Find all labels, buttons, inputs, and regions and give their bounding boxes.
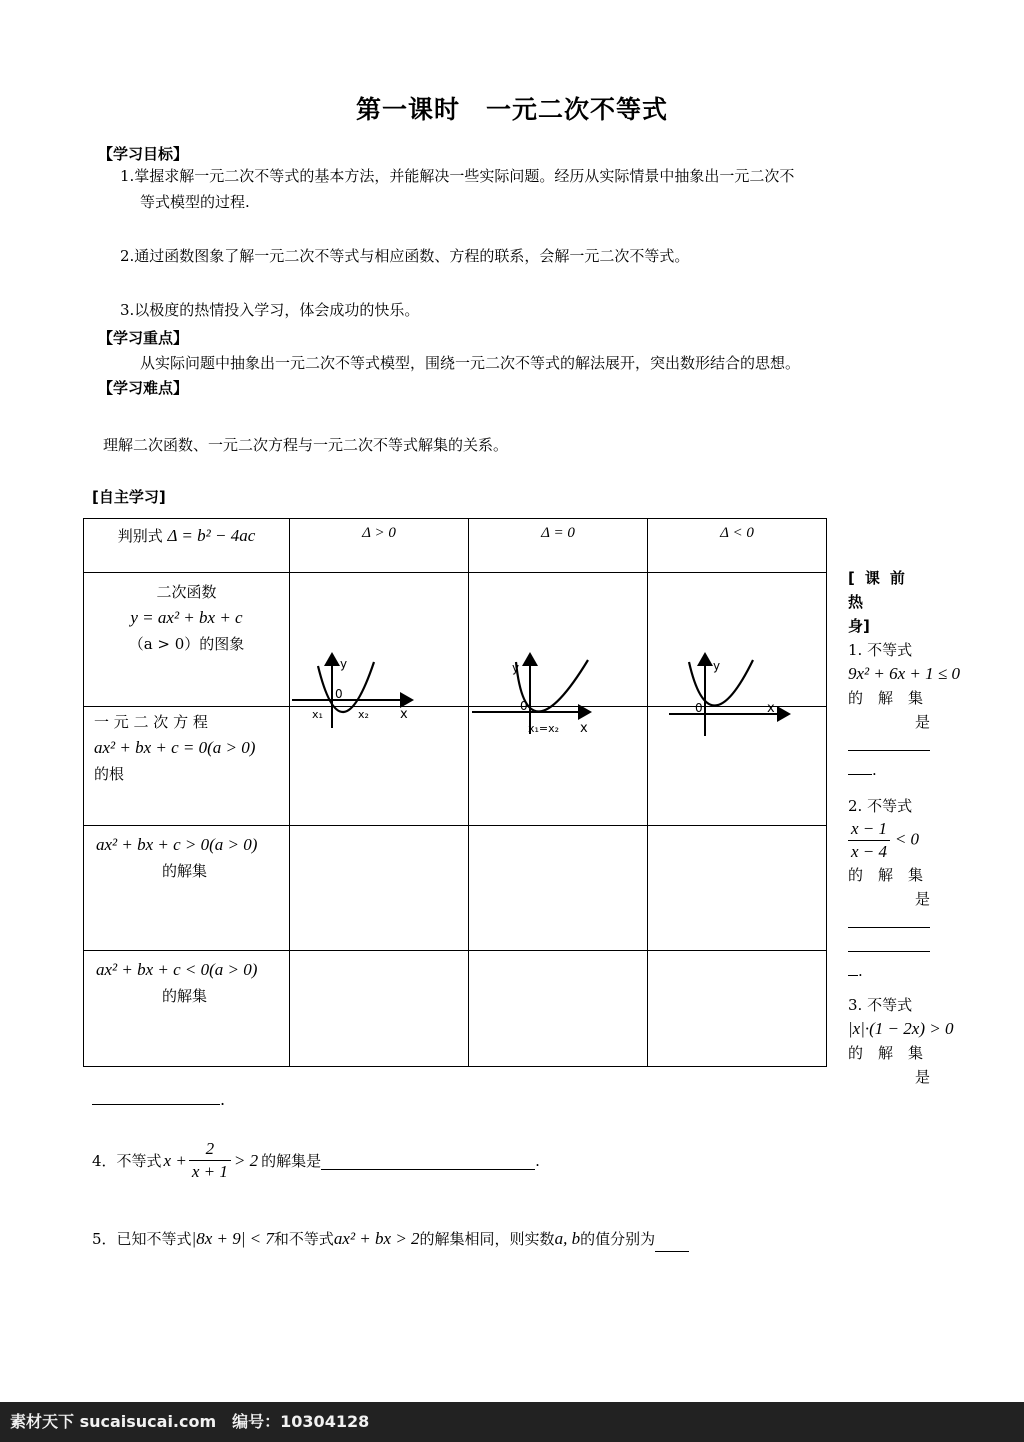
q5-vars: a, b xyxy=(554,1229,581,1248)
graph-delta-negative xyxy=(665,648,795,738)
warmup-q3-line-4: 是 xyxy=(914,1068,930,1086)
difficulties-text: 理解二次函数、一元二次方程与一元二次不等式解集的关系。 xyxy=(103,436,509,454)
row-equation-line-1: 一 元 二 次 方 程 xyxy=(94,713,208,731)
q4-prefix: 4．不等式 xyxy=(92,1151,162,1170)
warmup-q2-blank-2[interactable] xyxy=(848,951,930,952)
x-label: x xyxy=(767,701,775,716)
x-label: x xyxy=(400,707,408,722)
row-function-label xyxy=(84,573,290,707)
question-4 xyxy=(92,1138,540,1183)
parabola-curve xyxy=(689,660,753,706)
q4-answer-blank[interactable] xyxy=(321,1151,535,1170)
warmup-q3-answer xyxy=(92,1090,225,1109)
self-study-header: [自主学习] xyxy=(92,488,166,506)
warmup-q3-period: . xyxy=(220,1090,226,1109)
col-delta-negative: Δ < 0 xyxy=(648,519,827,573)
q5-formula-2: ax² + bx > 2 xyxy=(333,1229,420,1248)
origin-label: 0 xyxy=(335,687,343,701)
table-head-discriminant xyxy=(84,519,290,573)
warmup-q1-line-4: 是 xyxy=(914,713,930,731)
warmup-q3-blank[interactable] xyxy=(92,1104,220,1105)
warmup-q3-line-3: 的 解 集 xyxy=(848,1044,924,1062)
goal-item-2: 2.通过函数图象了解一元二次不等式与相应函数、方程的联系，会解一元二次不等式。 xyxy=(120,247,690,265)
y-label: y xyxy=(340,657,348,671)
discriminant-table xyxy=(83,518,827,1067)
warmup-q3-line-1: 3. 不等式 xyxy=(848,996,913,1014)
q5-mid: 和不等式 xyxy=(273,1230,334,1248)
q4-period: . xyxy=(535,1151,540,1170)
row-greater-line-2: 的解集 xyxy=(162,862,208,880)
warmup-q1-line-1: 1. 不等式 xyxy=(848,641,913,659)
warmup-q2-numerator: x − 1 xyxy=(848,818,890,841)
warmup-q2-line-4: 是 xyxy=(914,890,930,908)
warmup-header-line-1: [课前热 xyxy=(848,569,915,611)
warmup-q1-blank-1[interactable] xyxy=(848,750,930,751)
head-label: 判别式 xyxy=(117,527,163,545)
row-greater-label xyxy=(84,826,290,951)
q5-prefix: 5．已知不等式 xyxy=(92,1230,192,1248)
row-greater-line-1: ax² + bx + c > 0(a > 0) xyxy=(96,835,258,854)
y-label: y xyxy=(713,659,721,673)
row-less-label xyxy=(84,951,290,1067)
page-title: 第一课时 一元二次不等式 xyxy=(355,95,668,124)
x12-label: x₁=x₂ xyxy=(528,722,560,735)
warmup-q1-formula: 9x² + 6x + 1 ≤ 0 xyxy=(848,664,960,683)
q4-numerator: 2 xyxy=(189,1138,231,1161)
warmup-q1-line-3: 的 解 集 xyxy=(848,689,924,707)
warmup-header-line-2: 身] xyxy=(848,617,870,635)
warmup-section xyxy=(848,566,960,1089)
row-function-line-1: 二次函数 xyxy=(156,583,217,601)
goals-header: 【学习目标】 xyxy=(98,145,189,163)
x-label: x xyxy=(580,721,588,736)
row-equation-label xyxy=(84,707,290,826)
graph-delta-zero xyxy=(468,648,598,738)
warmup-q3-formula: |x|·(1 − 2x) > 0 xyxy=(848,1019,954,1038)
watermark-bar: 素材天下 sucaisucai.com 编号：10304128 xyxy=(0,1402,1024,1442)
warmup-q1-blank-2[interactable] xyxy=(848,774,872,775)
x1-label: x₁ xyxy=(312,708,323,721)
origin-label: 0 xyxy=(520,699,528,713)
q4-denominator: x + 1 xyxy=(191,1162,228,1181)
row-less-line-2: 的解集 xyxy=(162,987,208,1005)
key-points-header: 【学习重点】 xyxy=(98,329,189,347)
warmup-q2-blank-3[interactable] xyxy=(848,975,858,976)
q5-end: 的值分别为 xyxy=(580,1230,656,1248)
goal-item-1-line-1: 1.掌握求解一元二次不等式的基本方法，并能解决一些实际问题。经历从实际情景中抽象出一元二次不 xyxy=(120,167,795,185)
warmup-q1-period: . xyxy=(872,761,877,779)
q4-relation: > 2 xyxy=(233,1150,259,1170)
origin-label: 0 xyxy=(695,701,703,715)
warmup-q2-period: . xyxy=(858,962,863,980)
col-delta-positive: Δ > 0 xyxy=(290,519,469,573)
q4-x: x + xyxy=(163,1150,187,1170)
goal-item-3: 3.以极度的热情投入学习，体会成功的快乐。 xyxy=(120,301,420,319)
row-function-line-2: y = ax² + bx + c xyxy=(130,608,243,627)
warmup-q2-denominator: x − 4 xyxy=(851,842,888,861)
warmup-q2-line-1: 2. 不等式 xyxy=(848,797,913,815)
graph-delta-positive xyxy=(288,648,418,734)
x2-label: x₂ xyxy=(358,708,369,721)
key-points-text: 从实际问题中抽象出一元二次不等式模型，围绕一元二次不等式的解法展开，突出数形结合的思想。 xyxy=(140,354,801,372)
row-equation-line-3: 的根 xyxy=(94,765,125,783)
warmup-q2-blank-1[interactable] xyxy=(848,927,930,928)
warmup-q2-formula xyxy=(848,818,930,863)
col-delta-zero: Δ = 0 xyxy=(469,519,648,573)
difficulties-header: 【学习难点】 xyxy=(98,379,189,397)
question-5 xyxy=(92,1226,689,1252)
row-less-line-1: ax² + bx + c < 0(a > 0) xyxy=(96,960,258,979)
row-function-line-3: （a > 0）的图象 xyxy=(128,635,245,653)
warmup-q2-relation: < 0 xyxy=(894,829,920,849)
warmup-q2-fraction xyxy=(848,818,890,863)
q5-formula-1: |8x + 9| < 7 xyxy=(191,1229,274,1248)
y-label: y xyxy=(512,661,520,675)
row-equation-line-2: ax² + bx + c = 0(a > 0) xyxy=(94,738,256,757)
head-formula: Δ = b² − 4ac xyxy=(167,526,256,545)
q4-suffix: 的解集是 xyxy=(261,1151,322,1170)
goal-item-1-line-2: 等式模型的过程. xyxy=(140,193,250,211)
q5-answer-blank[interactable] xyxy=(655,1233,689,1252)
warmup-q2-line-3: 的 解 集 xyxy=(848,866,924,884)
q4-fraction xyxy=(189,1138,231,1183)
q5-suffix: 的解集相同，则实数 xyxy=(419,1230,555,1248)
